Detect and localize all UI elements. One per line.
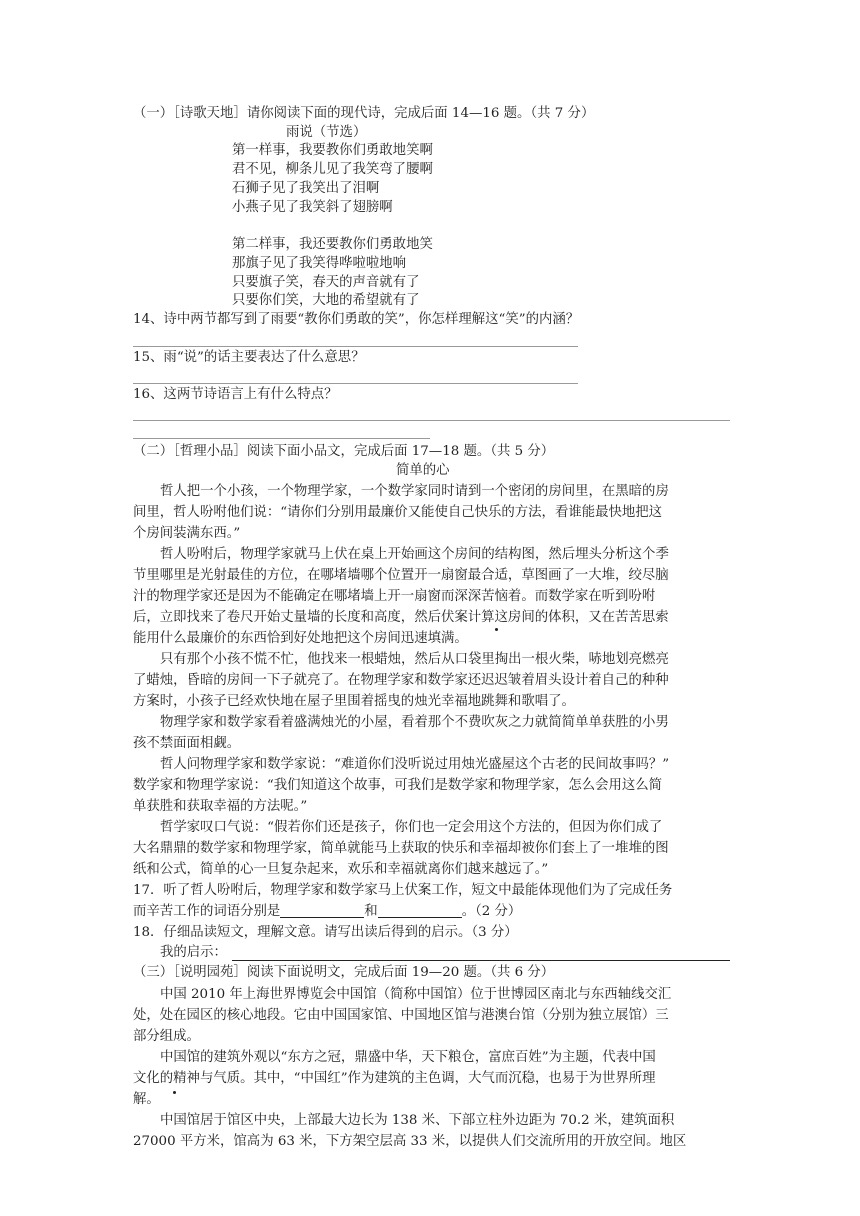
poem-line: 石狮子见了我笑出了泪啊 [232, 181, 380, 196]
paragraph-line: 方案时，小孩子已经欢快地在屋子里围着摇曳的烛光幸福地跳舞和歌唱了。 [133, 694, 575, 709]
poem-line: 第二样事，我还要教你们勇敢地笑 [232, 237, 433, 252]
question-18-label: 我的启示： [160, 945, 227, 960]
poem-line: 那旗子见了我笑得哗啦啦地响 [232, 256, 407, 271]
poem-line: 君不见，柳条儿见了我笑弯了腰啊 [232, 162, 433, 177]
answer-line-18[interactable] [232, 960, 730, 961]
question-17-score: 。（2 分） [461, 904, 522, 919]
paragraph-line: 孩不禁面面相觑。 [133, 736, 241, 751]
paragraph-line: 处，处在园区的核心地段。它由中国国家馆、中国地区馆与港澳台馆（分别为独立展馆）三 [133, 1008, 669, 1023]
question-15: 15、雨“说”的话主要表达了什么意思？ [133, 350, 365, 365]
paragraph-line: 纸和公式，简单的心一旦复杂起来，欢乐和幸福就离你们越来越远了。” [133, 862, 549, 877]
answer-line-16b[interactable] [133, 438, 430, 439]
question-17-prefix: 而辛苦工作的词语分别是 [133, 904, 281, 919]
paragraph-line: 哲人吩咐后，物理学家就马上伏在桌上开始画这个房间的结构图，然后埋头分析这个季 [160, 547, 669, 562]
paragraph-line: 中国馆的建筑外观以“东方之冠，鼎盛中华，天下粮仓，富庶百姓”为主题，代表中国 [160, 1050, 656, 1065]
paragraph-line: 解。 [133, 1092, 160, 1107]
poem-line: 只要你们笑，大地的希望就有了 [232, 293, 420, 308]
paragraph-line: 后，立即找来了卷尺开始丈量墙的长度和高度，然后伏案计算这房间的体积，又在苦苦思索 [133, 610, 669, 625]
answer-blank-17b[interactable] [378, 903, 462, 918]
section-heading-poetry: （一）［诗歌天地］请你阅读下面的现代诗，完成后面 14—16 题。（共 7 分） [133, 106, 595, 121]
question-14: 14、诗中两节都写到了雨要“教你们勇敢的笑”，你怎样理解这“笑”的内涵？ [133, 312, 580, 327]
paragraph-line: 哲人把一个小孩，一个物理学家，一个数学家同时请到一个密闭的房间里，在黑暗的房 [160, 484, 669, 499]
paragraph-line: 节里哪里是光射最佳的方位，在哪堵墙哪个位置开一扇窗最合适，草图画了一大堆，绞尽脑 [133, 568, 669, 583]
paragraph-line: 哲学家叹口气说：“假若你们还是孩子，你们也一定会用这个方法的，但因为你们成了 [160, 820, 663, 835]
answer-blank-17a[interactable] [280, 903, 364, 918]
stray-dot [495, 628, 498, 631]
paragraph-line: 只有那个小孩不慌不忙，他找来一根蜡烛，然后从口袋里掏出一根火柴，哧地划亮燃亮 [160, 652, 669, 667]
paragraph-line: 文化的精神与气质。其中，“中国红”作为建筑的主色调，大气而沉稳，也易于为世界所理 [133, 1071, 656, 1086]
question-17-fill [133, 903, 521, 921]
question-16: 16、这两节诗语言上有什么特点？ [133, 387, 338, 402]
question-17: 17．听了哲人吩咐后，物理学家和数学家马上伏案工作，短文中最能体现他们为了完成任务 [133, 883, 673, 898]
question-18: 18．仔细品读短文，理解文意。请写出读后得到的启示。（3 分） [133, 925, 518, 940]
paragraph-line: 中国 2010 年上海世界博览会中国馆（简称中国馆）位于世博园区南北与东西轴线交汇 [160, 987, 672, 1002]
paragraph-line: 单获胜和获取幸福的方法呢。” [133, 799, 308, 814]
section-heading-expository: （三）［说明园苑］阅读下面说明文，完成后面 19—20 题。（共 6 分） [133, 965, 555, 980]
paragraph-line: 大名鼎鼎的数学家和物理学家，简单就能马上获取的快乐和幸福却被你们套上了一堆堆的图 [133, 841, 669, 856]
answer-line-15[interactable] [133, 383, 578, 384]
answer-line-16a[interactable] [133, 420, 730, 421]
paragraph-line: 数学家和物理学家说：“我们知道这个故事，可我们是数学家和物理学家，怎么会用这么简 [133, 778, 663, 793]
answer-line-14[interactable] [133, 346, 578, 347]
poem-line: 只要旗子笑，春天的声音就有了 [232, 275, 420, 290]
paragraph-line: 物理学家和数学家看着盛满烛光的小屋，看着那个不费吹灰之力就简简单单获胜的小男 [160, 715, 669, 730]
poem-line: 第一样事，我要教你们勇敢地笑啊 [232, 143, 433, 158]
stray-dot [173, 1091, 176, 1094]
section-heading-philosophy: （二）［哲理小品］阅读下面小品文，完成后面 17—18 题。（共 5 分） [133, 444, 555, 459]
poem-title: 雨说（节选） [286, 125, 367, 140]
paragraph-line: 了蜡烛，昏暗的房间一下子就亮了。在物理学家和数学家还迟迟皱着眉头设计着自己的种种 [133, 673, 669, 688]
paragraph-line: 能用什么最廉价的东西恰到好处地把这个房间迅速填满。 [133, 631, 468, 646]
paragraph-line: 27000 平方米，馆高为 63 米，下方架空层高 33 米，以提供人们交流所用的开放空间。地区 [133, 1134, 687, 1149]
paragraph-line: 个房间装满东西。” [133, 526, 241, 541]
paragraph-line: 哲人问物理学家和数学家说：“难道你们没听说过用烛光盛屋这个古老的民间故事吗？” [160, 757, 670, 772]
paragraph-line: 汁的物理学家还是因为不能确定在哪堵墙上开一扇窗而深深苦恼着。而数学家在听到吩咐 [133, 589, 656, 604]
question-17-and: 和 [364, 904, 378, 919]
paragraph-line: 中国馆居于馆区中央，上部最大边长为 138 米、下部立柱外边距为 70.2 米，建筑面积 [160, 1113, 675, 1128]
poem-line: 小燕子见了我笑斜了翅膀啊 [232, 200, 393, 215]
paragraph-line: 部分组成。 [133, 1029, 200, 1044]
article-title: 简单的心 [396, 463, 450, 478]
paragraph-line: 间里，哲人吩咐他们说：“请你们分别用最廉价又能使自己快乐的方法，看谁能最快地把这 [133, 505, 663, 520]
